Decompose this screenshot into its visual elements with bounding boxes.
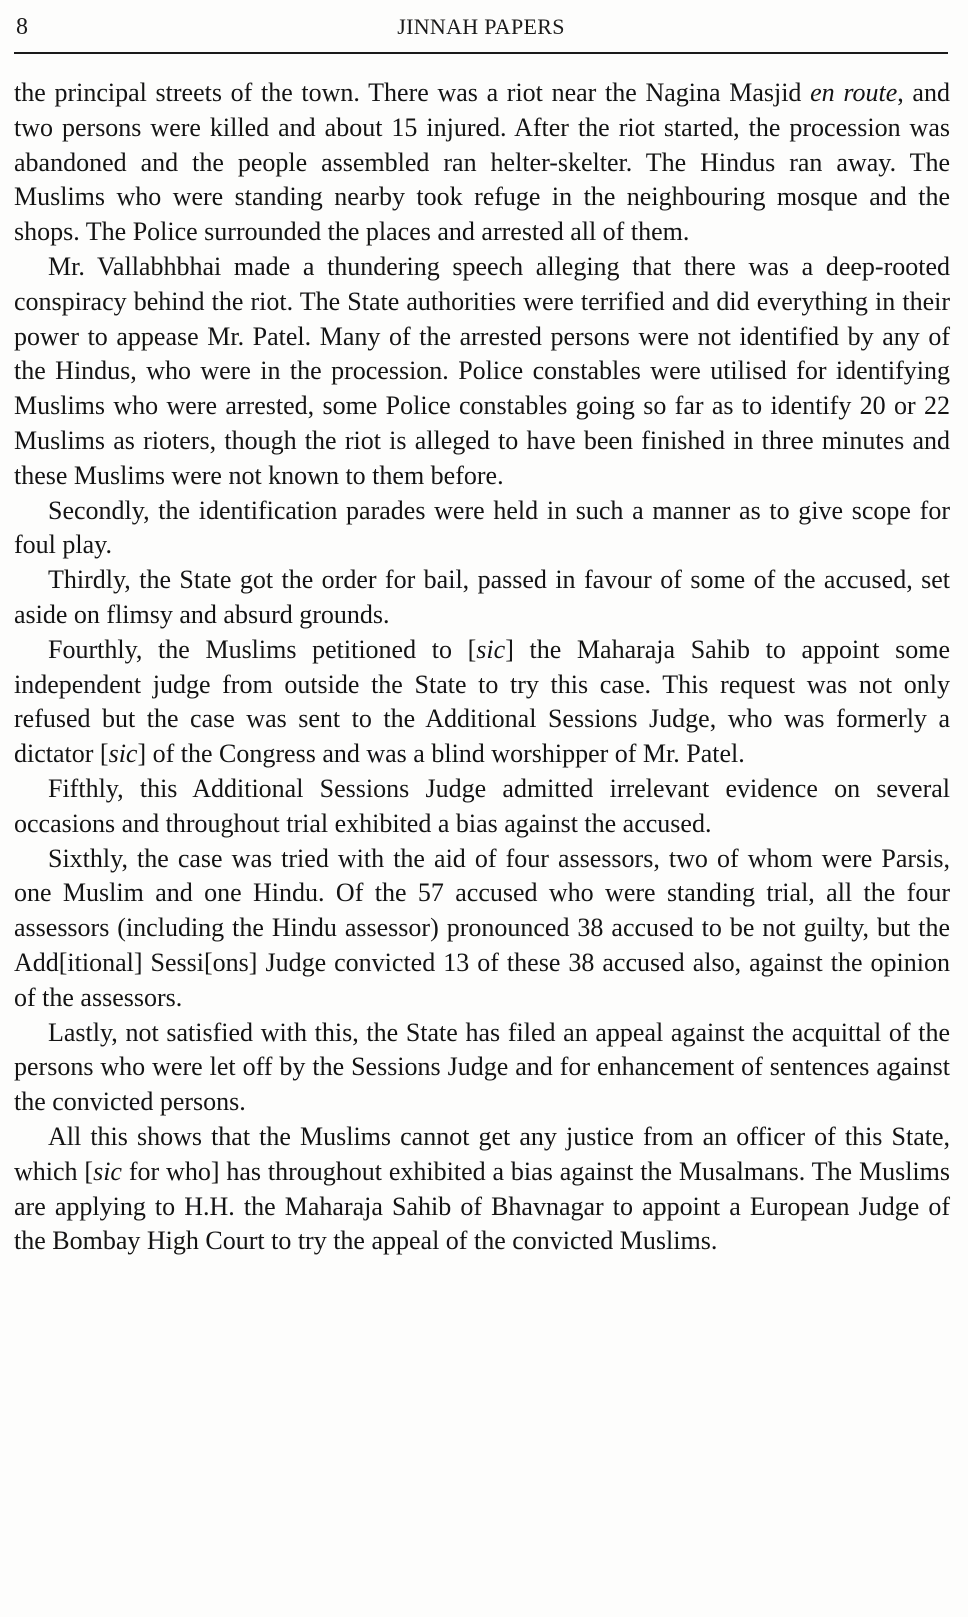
- paragraph: [14, 563, 950, 633]
- text-run: for who] has throughout exhibited a bias against the Musalmans. The Muslims are applying to H.H. the Maharaja Sahib of Bhavnagar to appoint a European Judge of the Bombay High Court to try the appeal of the convicted Muslims.: [14, 1156, 950, 1256]
- running-head: JINNAH PAPERS: [397, 14, 565, 39]
- text-run: Fourthly, the Muslims petitioned to [: [48, 634, 477, 664]
- body-text: [14, 76, 950, 1259]
- paragraph: [14, 250, 950, 494]
- paragraph: [14, 633, 950, 772]
- text-run: Secondly, the identification parades were held in such a manner as to give scope for foul play.: [14, 495, 950, 560]
- text-run: Thirdly, the State got the order for bail, passed in favour of some of the accused, set aside on flimsy and absurd grounds.: [14, 565, 950, 629]
- paragraph: [14, 494, 950, 564]
- text-run: Lastly, not satisfied with this, the State has filed an appeal against the acquittal of the persons who were let off by the Sessions Judge and for enhancement of sentences against the convicted persons.: [14, 1017, 950, 1117]
- italic-text: sic: [108, 739, 138, 769]
- paragraph: [14, 772, 950, 842]
- paragraph: [14, 1016, 950, 1120]
- italic-text: en route: [810, 78, 898, 107]
- text-run: Fifthly, this Additional Sessions Judge admitted irrelevant evidence on several occasions and throughout trial exhibited a bias against the accused.: [14, 773, 950, 838]
- text-run: ] the Maharaja Sahib to appoint some independent judge from outside the State to try this case. This request was not only refused but the case was sent to the Additional Sessions Judge, who was formerly a dictator [: [14, 634, 950, 769]
- page-header: [14, 12, 948, 54]
- paragraph: [14, 76, 950, 250]
- paragraph: [14, 842, 950, 1016]
- text-run: Mr. Vallabhbhai made a thundering speech alleging that there was a deep-rooted conspiracy behind the riot. The State authorities were terrified and did everything in their power to appease Mr. Patel. Many of the arrested persons were not identified by any of the Hindus, who were in the procession. Police constables were utilised for identifying Muslims who were arrested, some Police constables going so far as to identify 20 or 22 Muslims as rioters, though the riot is alleged to have been finished in three minutes and these Muslims were not known to them before.: [14, 251, 950, 490]
- text-run: , and two persons were killed and about 15 injured. After the riot started, the procession was abandoned and the people assembled ran helter-skelter. The Hindus ran away. The Muslims who were standing nearby took refuge in the neighbouring mosque and the shops. The Police surrounded the places and arrested all of them.: [14, 78, 950, 247]
- text-run: ] of the Congress and was a blind worshipper of Mr. Patel.: [137, 739, 745, 769]
- text-run: Sixthly, the case was tried with the aid of four assessors, two of whom were Parsis, one Muslim and one Hindu. Of the 57 accused who were standing trial, all the four assessors (including the Hindu assessor) pronounced 38 accused to be not guilty, but the Add[itional] Sessi[ons] Judge convicted 13 of these 38 accused also, against the opinion of the assessors.: [14, 843, 950, 1012]
- text-run: All this shows that the Muslims cannot get any justice from an officer of this State, which [: [14, 1121, 950, 1186]
- text-run: the principal streets of the town. There was a riot near the Nagina Masjid: [14, 78, 811, 107]
- paragraph: [14, 1120, 950, 1259]
- italic-text: sic: [476, 634, 506, 664]
- italic-text: sic: [93, 1156, 122, 1186]
- page-number: 8: [16, 14, 28, 40]
